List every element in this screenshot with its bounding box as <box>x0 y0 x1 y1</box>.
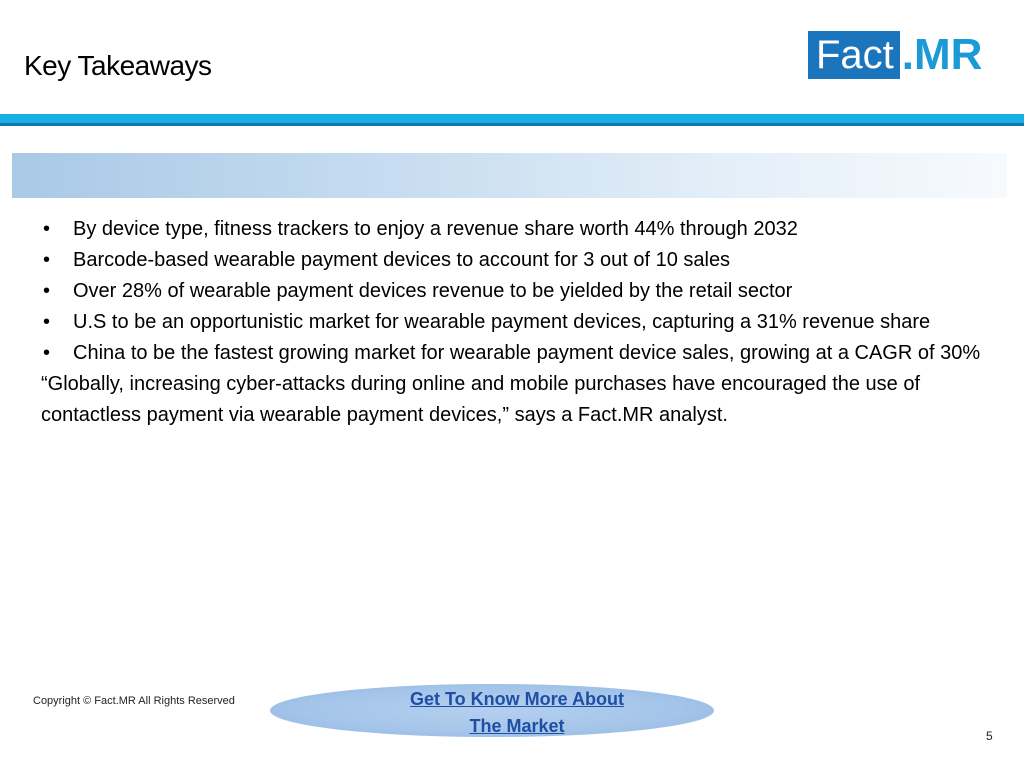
logo-fact-text: Fact <box>808 31 900 79</box>
know-more-link[interactable] <box>370 686 664 740</box>
copyright-notice: Copyright © Fact.MR All Rights Reserved <box>33 695 235 707</box>
list-item <box>41 214 1001 245</box>
slide-title: Key Takeaways <box>24 50 212 81</box>
analyst-quote: “Globally, increasing cyber-attacks during online and mobile purchases have encouraged the use of contactless payment via wearable payment devices,” says a Fact.MR analyst. <box>41 373 921 426</box>
takeaway-text: Barcode-based wearable payment devices to account for 3 out of 10 sales <box>73 249 731 271</box>
bullet-icon: • <box>43 342 51 364</box>
cta-line-1[interactable]: Get To Know More About <box>410 689 624 709</box>
bullet-icon: • <box>43 249 51 271</box>
list-item <box>41 307 1001 338</box>
takeaway-text: By device type, fitness trackers to enjoy a revenue share worth 44% through 2032 <box>73 218 798 240</box>
list-item <box>41 276 1001 307</box>
header-accent-bar <box>0 114 1024 123</box>
bullet-icon: • <box>43 280 51 302</box>
takeaway-text: Over 28% of wearable payment devices revenue to be yielded by the retail sector <box>73 280 793 302</box>
bullet-icon: • <box>43 218 51 240</box>
bullet-icon: • <box>43 311 51 333</box>
logo-mr-text: .MR <box>901 30 983 79</box>
decorative-gradient-band <box>12 153 1007 198</box>
slide-body <box>41 214 1001 431</box>
takeaways-list <box>41 214 1001 369</box>
takeaway-text: U.S to be an opportunistic market for wearable payment devices, capturing a 31% revenue share <box>73 311 931 333</box>
page-number: 5 <box>986 729 993 743</box>
fact-mr-logo <box>808 31 982 79</box>
header-divider <box>0 123 1024 126</box>
list-item <box>41 338 1001 369</box>
takeaway-text: China to be the fastest growing market for wearable payment device sales, growing at a CAGR of 30% <box>73 342 981 364</box>
cta-line-2[interactable]: The Market <box>469 716 565 736</box>
list-item <box>41 245 1001 276</box>
